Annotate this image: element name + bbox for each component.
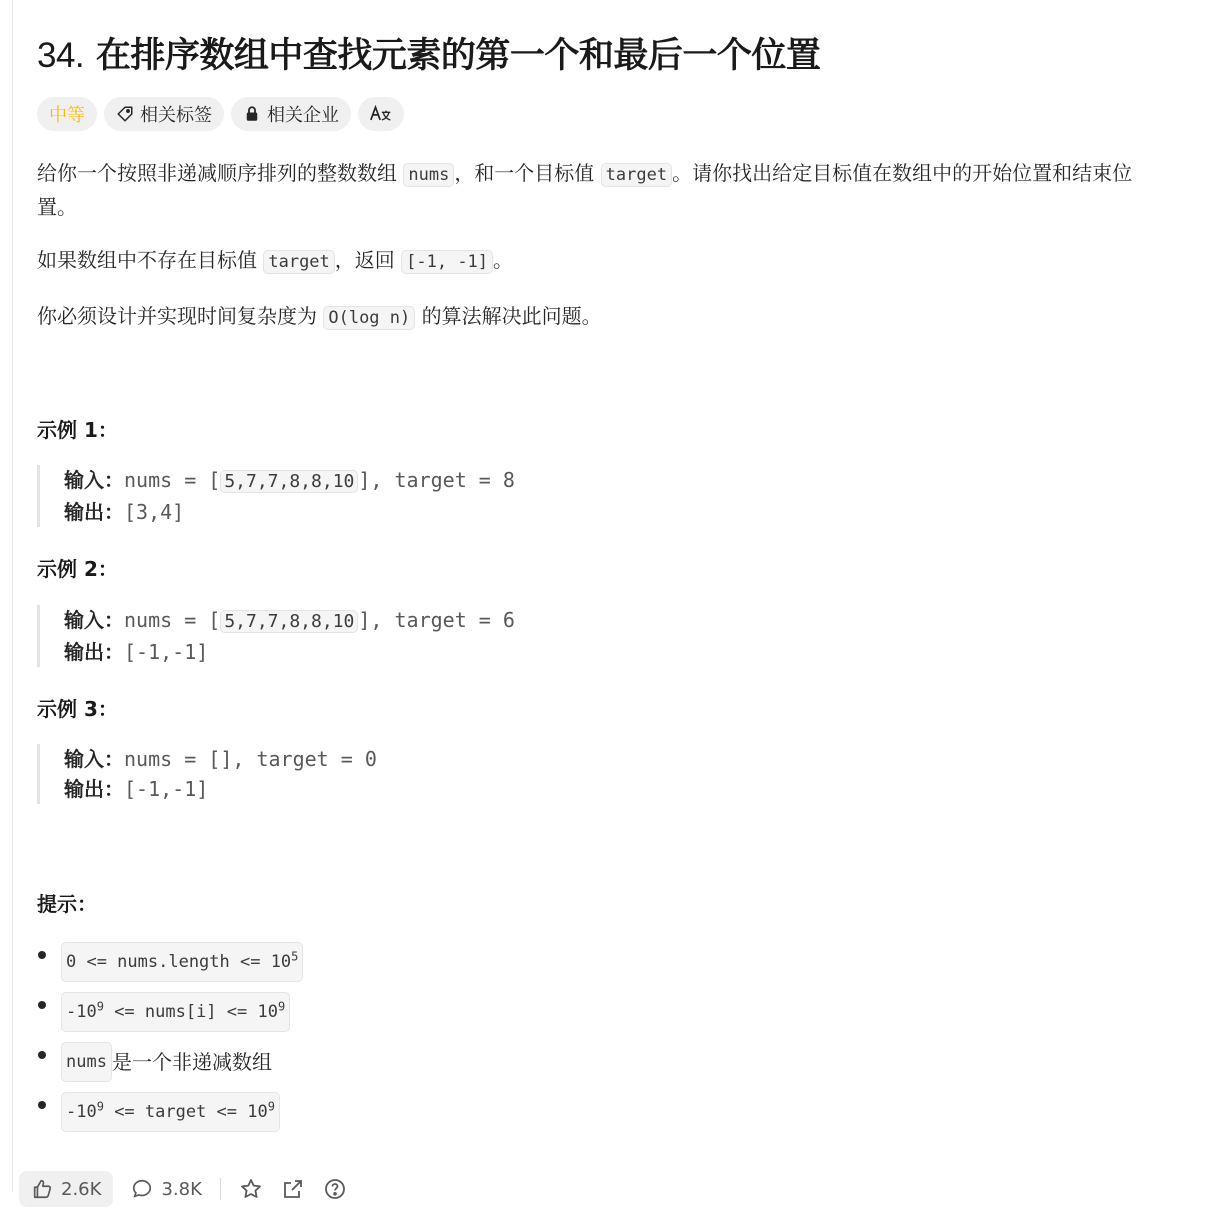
left-divider	[12, 0, 13, 1192]
inline-code: $-10^9$ <= target <= $10^9$	[61, 1092, 280, 1132]
translate-button[interactable]	[358, 97, 404, 131]
list-item	[37, 937, 303, 987]
example-output: 输出：[-1,-1]	[64, 640, 209, 664]
like-count: 2.6K	[61, 1178, 102, 1200]
example-3-title: 示例 3：	[37, 697, 118, 721]
star-icon	[239, 1177, 263, 1201]
related-companies-label: 相关企业	[267, 105, 339, 126]
constraints-title: 提示：	[37, 892, 97, 916]
help-button[interactable]	[323, 1171, 347, 1207]
related-tags-label: 相关标签	[140, 105, 212, 126]
problem-title[interactable]	[37, 28, 820, 78]
example-3-block	[37, 744, 377, 804]
example-input: 输入：nums = [ 5,7,7,8,8,10 ], target = 8	[64, 468, 515, 492]
like-button[interactable]	[19, 1171, 113, 1207]
list-item	[37, 987, 303, 1037]
translate-icon	[370, 105, 392, 123]
comments-button[interactable]	[131, 1171, 201, 1207]
difficulty-label: 中等	[49, 105, 85, 126]
description-paragraph-1: 给你一个按照非递减顺序排列的整数数组 nums ，和一个目标值 target 。请你找出给定目标值在数组中的开始位置和结束位 置。	[37, 161, 1133, 219]
problem-number: 34.	[37, 36, 85, 75]
related-tags-button[interactable]	[104, 97, 224, 131]
example-output: 输出：[-1,-1]	[64, 777, 209, 801]
inline-code: target	[263, 250, 334, 274]
comment-count: 3.8K	[161, 1178, 202, 1200]
question-icon	[323, 1177, 347, 1201]
lock-icon	[243, 105, 261, 123]
share-button[interactable]	[281, 1171, 305, 1207]
inline-code: [-1, -1]	[401, 250, 493, 274]
difficulty-badge[interactable]	[37, 97, 97, 131]
inline-code: nums	[403, 163, 454, 187]
action-bar	[19, 1171, 347, 1207]
action-divider	[220, 1178, 221, 1200]
inline-code: 0 <= nums.length <= $10^5$	[61, 942, 303, 982]
example-input: 输入：nums = [], target = 0	[64, 747, 377, 771]
inline-code: 5,7,7,8,8,10	[220, 470, 358, 493]
inline-code: $-10^9$ <= nums[i] <= $10^9$	[61, 992, 290, 1032]
example-input: 输入：nums = [ 5,7,7,8,8,10 ], target = 6	[64, 608, 515, 632]
example-1-block	[37, 465, 515, 527]
inline-code: 5,7,7,8,8,10	[220, 610, 358, 633]
related-companies-button[interactable]	[231, 97, 351, 131]
problem-title-text: 在排序数组中查找元素的第一个和最后一个位置	[95, 36, 821, 76]
list-item	[37, 1087, 303, 1137]
inline-code: O(log n)	[323, 306, 415, 330]
description-paragraph-3: 你必须设计并实现时间复杂度为 O(log n) 的算法解决此问题。	[37, 304, 602, 328]
share-icon	[281, 1177, 305, 1201]
list-item: nums 是一个非递减数组	[37, 1037, 303, 1087]
example-1-title: 示例 1：	[37, 418, 118, 442]
constraints-list	[37, 937, 303, 1137]
example-2-block	[37, 605, 515, 667]
example-output: 输出：[3,4]	[64, 500, 185, 524]
example-2-title: 示例 2：	[37, 557, 118, 581]
problem-tags	[37, 97, 404, 131]
comment-icon	[131, 1178, 153, 1200]
inline-code: nums	[61, 1042, 112, 1082]
inline-code: target	[601, 163, 672, 187]
favorite-button[interactable]	[239, 1171, 263, 1207]
tag-icon	[116, 105, 134, 123]
description-paragraph-2: 如果数组中不存在目标值 target ，返回 [-1, -1] 。	[37, 248, 514, 272]
thumbs-up-icon	[31, 1178, 53, 1200]
